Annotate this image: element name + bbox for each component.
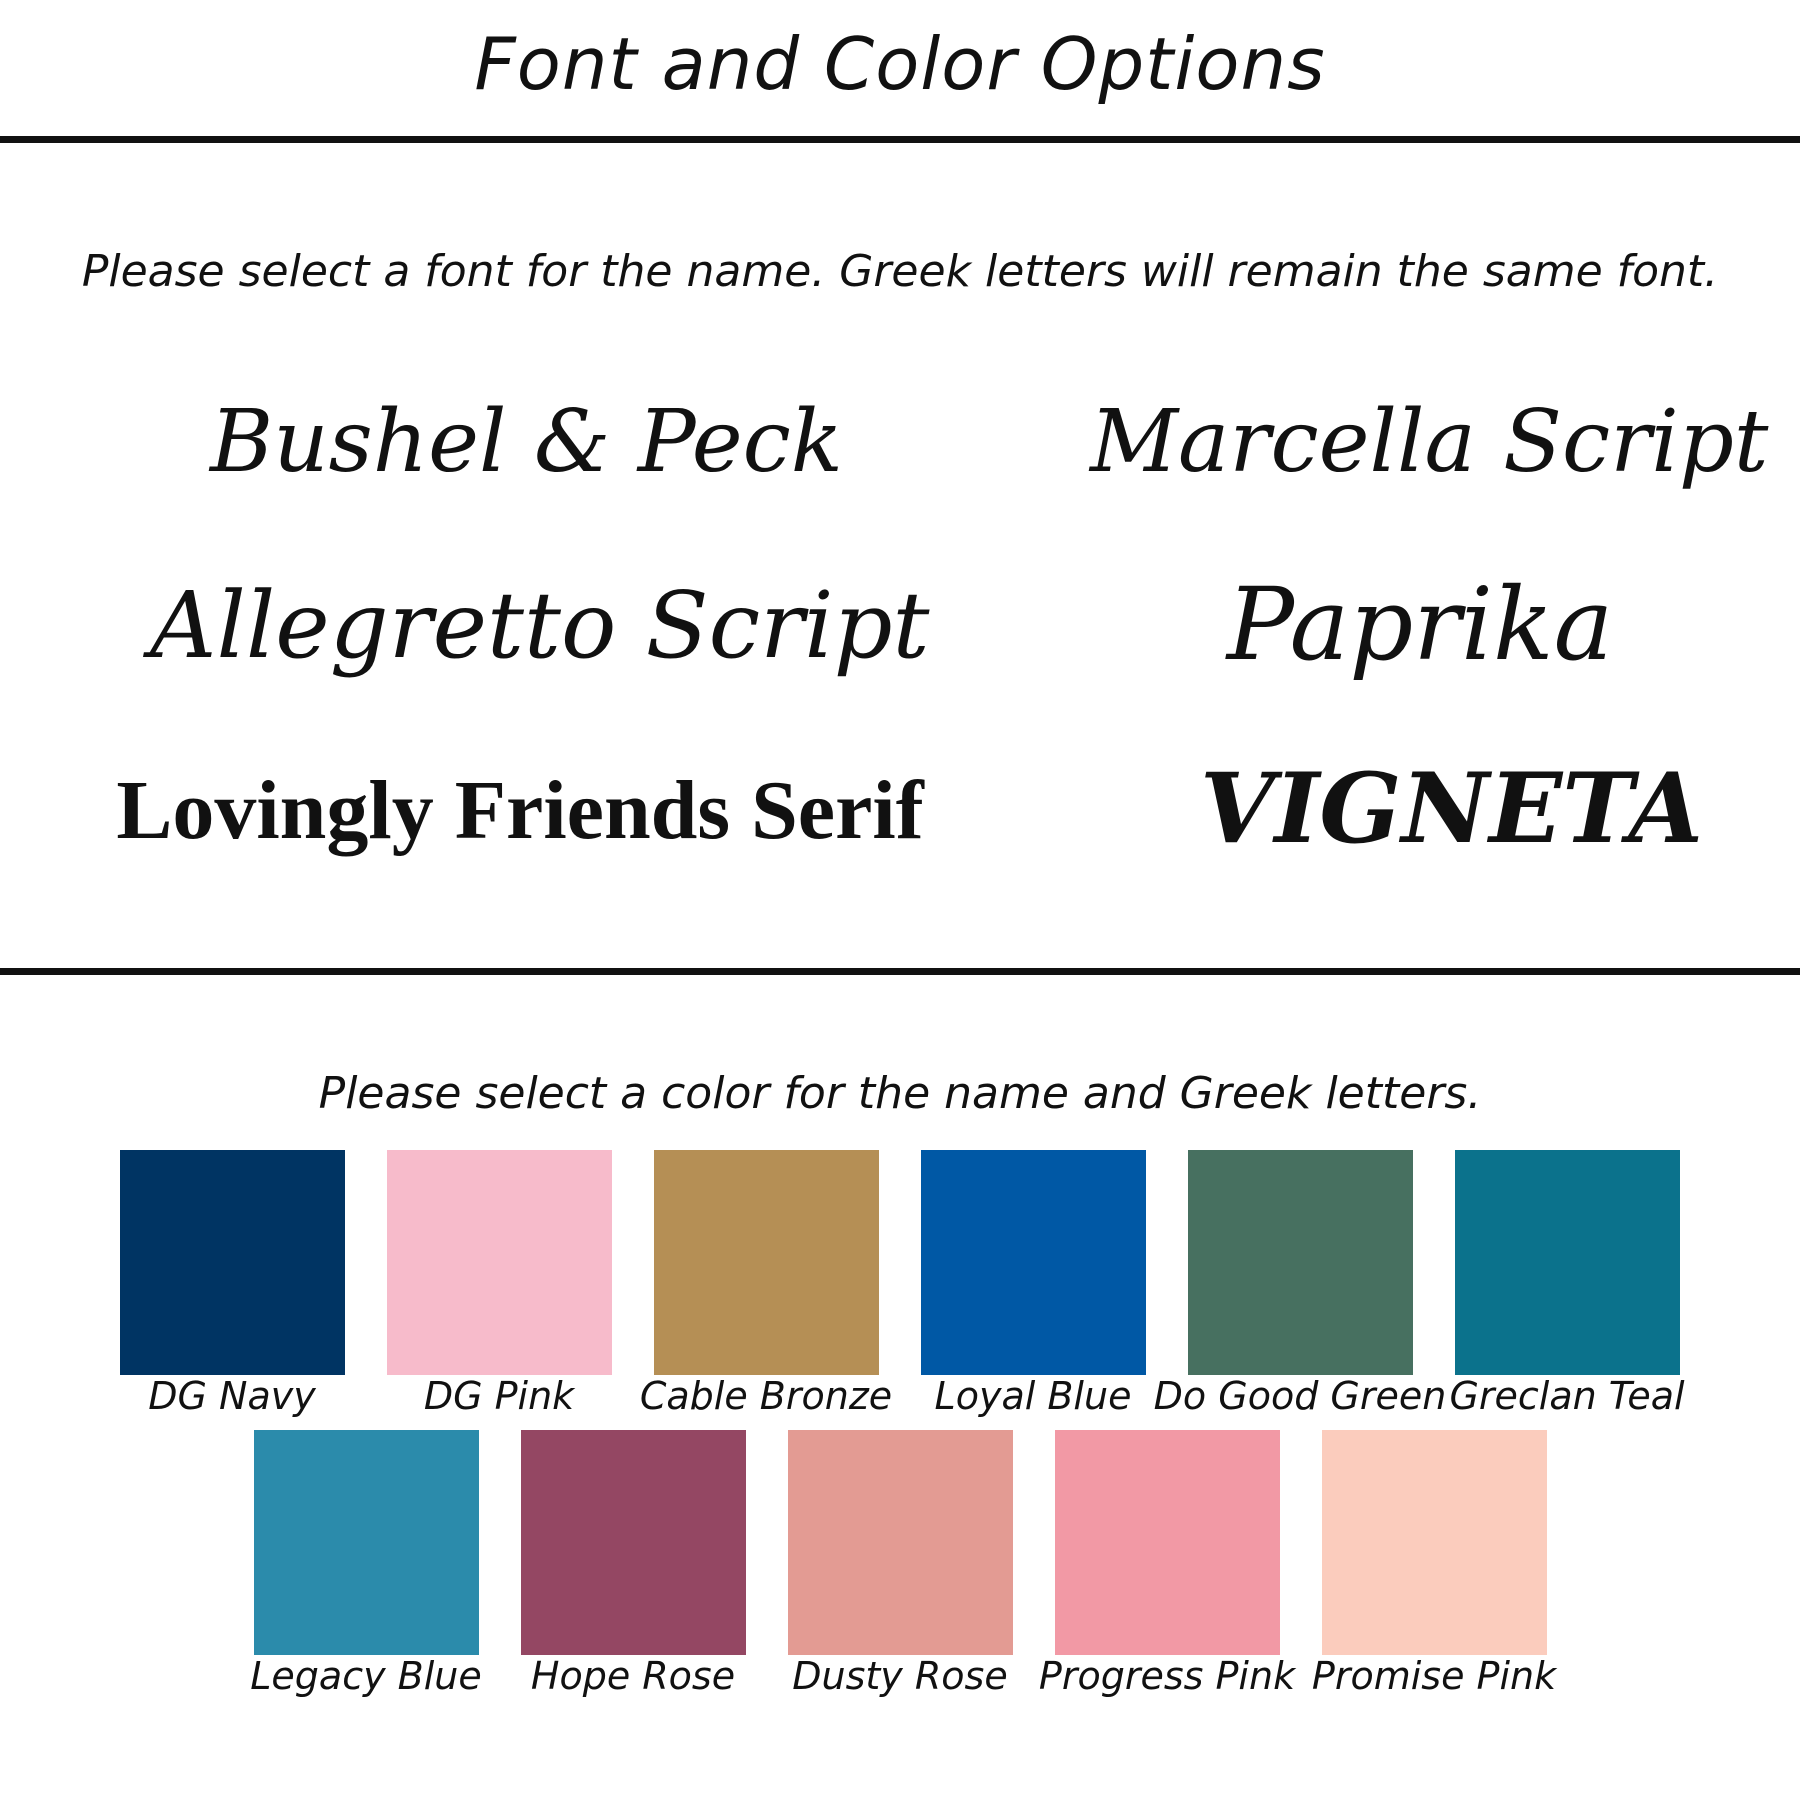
color-label-loyal-blue: Loyal Blue bbox=[934, 1374, 1132, 1418]
color-swatch-dusty-rose[interactable] bbox=[788, 1430, 1013, 1655]
color-label-dg-pink: DG Pink bbox=[423, 1374, 575, 1418]
color-swatch-do-good-green[interactable] bbox=[1188, 1150, 1413, 1375]
top-divider bbox=[0, 136, 1800, 143]
font-option-marcella-script[interactable]: Marcella Script bbox=[1090, 392, 1769, 492]
color-label-do-good-green: Do Good Green bbox=[1153, 1374, 1447, 1418]
color-swatch-legacy-blue[interactable] bbox=[254, 1430, 479, 1655]
font-option-allegretto-script[interactable]: Allegretto Script bbox=[150, 572, 930, 679]
color-label-legacy-blue: Legacy Blue bbox=[250, 1654, 482, 1698]
color-swatch-cable-bronze[interactable] bbox=[654, 1150, 879, 1375]
font-instruction: Please select a font for the name. Greek letters will remain the same font. bbox=[81, 246, 1719, 297]
color-swatch-dg-pink[interactable] bbox=[387, 1150, 612, 1375]
color-label-dg-navy: DG Navy bbox=[148, 1374, 316, 1418]
color-swatch-dg-navy[interactable] bbox=[120, 1150, 345, 1375]
font-option-lovingly-friends-serif[interactable]: Lovingly Friends Serif bbox=[116, 764, 924, 857]
color-swatch-greclan-teal[interactable] bbox=[1455, 1150, 1680, 1375]
font-option-paprika[interactable]: Paprika bbox=[1226, 566, 1614, 683]
color-label-progress-pink: Progress Pink bbox=[1038, 1654, 1296, 1698]
color-swatch-promise-pink[interactable] bbox=[1322, 1430, 1547, 1655]
font-option-bushel-and-peck[interactable]: Bushel & Peck bbox=[210, 392, 843, 492]
color-instruction: Please select a color for the name and Greek letters. bbox=[318, 1068, 1482, 1119]
color-label-promise-pink: Promise Pink bbox=[1311, 1654, 1557, 1698]
color-label-greclan-teal: Greclan Teal bbox=[1449, 1374, 1685, 1418]
color-label-dusty-rose: Dusty Rose bbox=[792, 1654, 1008, 1698]
color-swatch-loyal-blue[interactable] bbox=[921, 1150, 1146, 1375]
color-label-cable-bronze: Cable Bronze bbox=[639, 1374, 893, 1418]
font-option-vigneta[interactable]: VIGNETA bbox=[1200, 752, 1703, 865]
color-swatch-progress-pink[interactable] bbox=[1055, 1430, 1280, 1655]
page-title: Font and Color Options bbox=[474, 22, 1326, 106]
color-swatch-hope-rose[interactable] bbox=[521, 1430, 746, 1655]
color-label-hope-rose: Hope Rose bbox=[530, 1654, 736, 1698]
middle-divider bbox=[0, 968, 1800, 975]
